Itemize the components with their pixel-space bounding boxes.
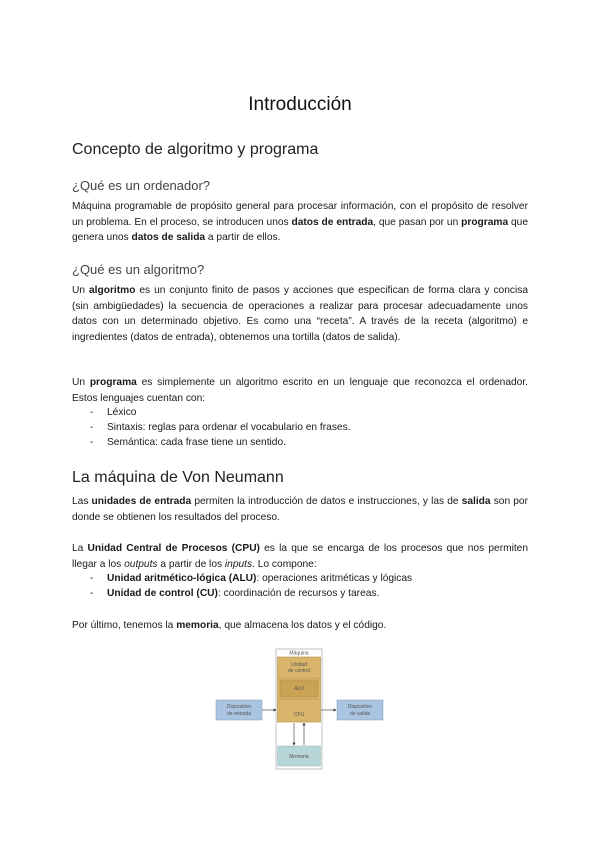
text-run: permiten la introducción de datos e instrucciones, y las de [191, 496, 462, 507]
alu-label: ALU [294, 686, 304, 692]
input-device-box [216, 700, 262, 720]
paragraph-cpu [72, 541, 528, 572]
text-run: , que pasan por un [373, 216, 462, 228]
text-run: a partir de ellos. [205, 232, 281, 244]
text-run: datos de salida [131, 232, 206, 244]
text-run: Unidad Central de Procesos (CPU) [87, 543, 260, 554]
section-heading-algoritmo: Concepto de algoritmo y programa [72, 141, 319, 158]
input-device-label-1: Dispositivo [226, 704, 252, 710]
subheading-algoritmo: ¿Qué es un algoritmo? [72, 262, 205, 277]
text-run: datos de entrada [291, 216, 374, 228]
von-neumann-diagram [214, 648, 386, 772]
text-run: algoritmo [89, 285, 136, 296]
paragraph-unidades [72, 494, 528, 525]
output-device-label-1: Dispositivo [347, 704, 373, 710]
text-run: Las [72, 496, 92, 507]
list-item: - Semántica: cada frase tiene un sentido. [90, 437, 286, 448]
text-run: programa [89, 377, 137, 388]
text-run: memoria [176, 620, 219, 631]
text-run: Un [72, 285, 89, 296]
text-run: inputs [224, 558, 253, 570]
control-unit-label-2: de control [288, 668, 310, 674]
text-run: , que almacena los datos y el código. [218, 620, 387, 631]
paragraph-ordenador [72, 199, 528, 246]
text-run: Un [72, 377, 90, 388]
cpu-label: CPU [293, 712, 305, 718]
text-run: salida [461, 496, 491, 507]
page-title: Introducción [248, 94, 352, 115]
paragraph-algoritmo [72, 283, 528, 345]
output-device-label-2: de salida [349, 711, 371, 717]
list-item: - Unidad de control (CU): coordinación de recursos y tareas. [90, 588, 380, 599]
text-run: a partir de los [157, 558, 225, 570]
language-elements-list [72, 405, 528, 450]
text-run: . Lo compone: [252, 558, 317, 570]
paragraph-programa [72, 375, 528, 406]
text-run: es un conjunto finito de pasos y acciones que especifican de forma clara y concisa (sin ambigüedades) la secuencia de operaciones a realizar para procesar adecuadamente unos datos con un determinado objetivo. Es como una “receta”. A través de la receta (algoritmo) e ingredientes (datos de entrada), obtenemos una tortilla (datos de salida). [72, 285, 528, 343]
subheading-ordenador: ¿Qué es un ordenador? [72, 178, 211, 193]
text-run: unidades de entrada [91, 496, 192, 507]
text-run: que genera unos [72, 216, 529, 244]
text-run: son por donde se obtienen los resultados del proceso. [72, 496, 528, 523]
machine-label: Máquina [289, 650, 309, 657]
list-item: - Sintaxis: reglas para ordenar el vocabulario en frases. [90, 422, 351, 433]
cpu-components-list [72, 571, 528, 601]
paragraph-memoria [72, 618, 528, 634]
output-device-box [337, 700, 383, 720]
text-run: es la que se encarga de los procesos que nos permiten llegar a los [72, 543, 528, 570]
section-heading-von-neumann: La máquina de Von Neumann [72, 469, 284, 486]
control-unit-label-1: Unidad [291, 662, 307, 668]
text-run: outputs [124, 558, 158, 570]
memory-label: Memoria [289, 754, 309, 760]
input-device-label-2: de entrada [227, 711, 251, 717]
list-item: - Léxico [90, 407, 137, 418]
text-run: La [72, 543, 88, 554]
list-item: - Unidad aritmético-lógica (ALU): operaciones aritméticas y lógicas [90, 573, 413, 584]
text-run: Por último, tenemos la [72, 620, 177, 631]
text-run: programa [461, 216, 509, 228]
text-run: es simplemente un algoritmo escrito en un lenguaje que reconozca el ordenador. Estos lenguajes cuentan con: [72, 377, 528, 404]
text-run: Máquina programable de propósito general para procesar información, con el propósito de resolver un problema. En el proceso, se introducen unos [72, 201, 528, 228]
